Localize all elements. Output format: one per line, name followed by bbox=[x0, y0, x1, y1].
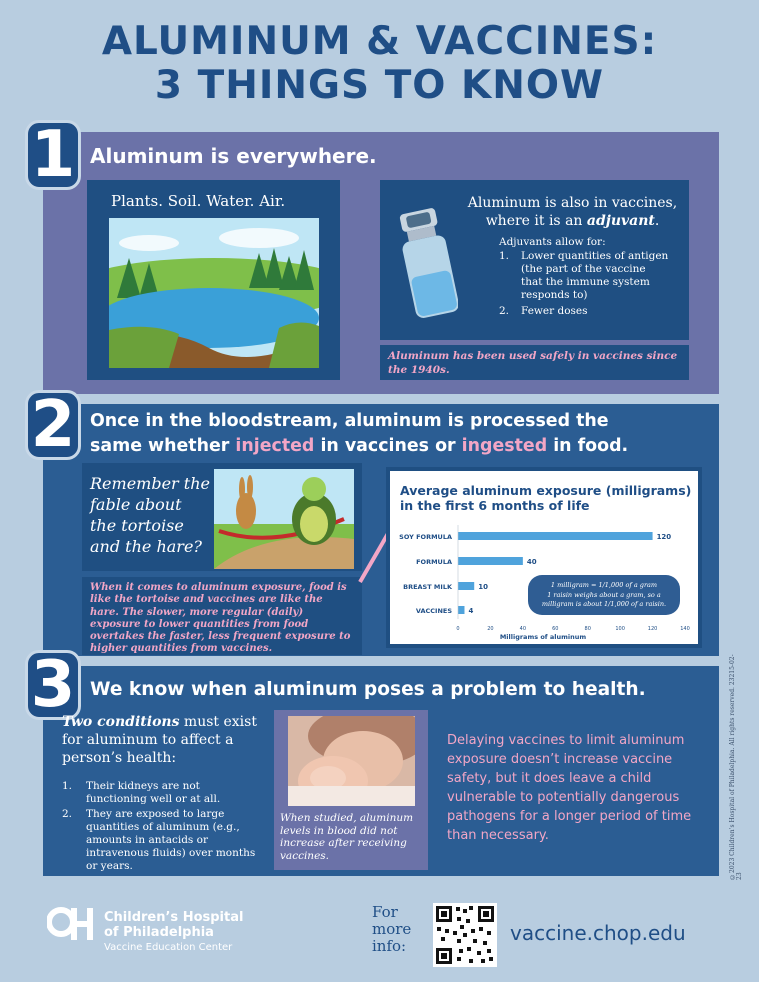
fable-question: Remember the fable about the tortoise and the hare? bbox=[90, 474, 210, 556]
chart-title-line-1: Average aluminum exposure (milligrams) bbox=[400, 483, 692, 498]
more-info-label: For more info: bbox=[372, 903, 412, 955]
tortoise-hare-illustration bbox=[214, 469, 354, 569]
mother-baby-photo bbox=[288, 716, 415, 806]
chart-category-label: VACCINES bbox=[415, 607, 452, 615]
delay-text: Delaying vaccines to limit aluminum exposure doesn’t increase vaccine safety, but it does leave a child vulnerable to potentially dangerous pathogens for a longer period of time than necessary. bbox=[447, 733, 692, 843]
landscape-illustration bbox=[109, 218, 319, 368]
qr-code[interactable] bbox=[433, 903, 497, 967]
chart-bar bbox=[458, 582, 474, 590]
chart-bar bbox=[458, 532, 653, 540]
condition-item-1: 1. Their kidneys are not functioning well or at all. bbox=[62, 780, 221, 805]
vaccine-text: Aluminum is also in vaccines, where it is an adjuvant. bbox=[467, 195, 678, 229]
chart-data-label: 4 bbox=[468, 607, 474, 615]
vaccine-box bbox=[380, 180, 689, 340]
adjuvants-intro: Adjuvants allow for: bbox=[499, 236, 606, 248]
milligram-note: 1 milligram = 1/1,000 of a gram 1 raisin weighs about a gram, so a milligram is about 1/1,000 of a raisin. bbox=[528, 575, 680, 615]
conditions-intro: Two conditions must exist for aluminum to affect a person’s health: bbox=[62, 714, 257, 766]
chart-x-tick-label: 60 bbox=[552, 626, 559, 632]
section-1-heading: Aluminum is everywhere. bbox=[90, 144, 377, 168]
chart-container bbox=[386, 467, 702, 648]
chart-data-label: 40 bbox=[526, 558, 537, 566]
chart-data-label: 10 bbox=[478, 583, 488, 591]
chop-logo-icon bbox=[47, 906, 97, 942]
chart-x-axis-label: Milligrams of aluminum bbox=[499, 633, 587, 641]
chart-bar bbox=[458, 557, 523, 565]
section-2-number: 2 bbox=[25, 390, 81, 460]
section-1-number: 1 bbox=[25, 120, 81, 190]
chart-bar bbox=[458, 606, 464, 614]
chart-title-line-2: in the first 6 months of life bbox=[400, 498, 590, 513]
chart-x-tick-label: 140 bbox=[680, 626, 690, 632]
chart-x-tick-label: 80 bbox=[584, 626, 591, 632]
chart-category-label: BREAST MILK bbox=[403, 583, 452, 591]
chart-x-tick-label: 120 bbox=[647, 626, 658, 632]
environment-caption: Plants. Soil. Water. Air. bbox=[111, 192, 286, 210]
chart-category-label: SOY FORMULA bbox=[399, 533, 452, 541]
section-3-number: 3 bbox=[25, 650, 81, 720]
chart-data-label: 120 bbox=[656, 533, 672, 541]
chart-x-tick-label: 40 bbox=[519, 626, 527, 632]
chart-x-tick-label: 20 bbox=[487, 626, 494, 632]
photo-card bbox=[274, 710, 428, 870]
adjuvant-item-2: 2. Fewer doses bbox=[499, 305, 588, 317]
fable-explanation: When it comes to aluminum exposure, food is like the tortoise and vaccines are like the hare. The slower, more regular (daily) exposure to lower quantities from food overtakes the faster, less frequent exposure to higher quantities from vaccines. bbox=[82, 577, 362, 655]
page-title: ALUMINUM & VACCINES: 3 THINGS TO KNOW bbox=[101, 19, 658, 108]
vaccine-vial-icon bbox=[398, 204, 458, 322]
chart-x-tick-label: 100 bbox=[615, 626, 625, 632]
photo-caption: When studied, aluminum levels in blood did not increase after receiving vaccines. bbox=[280, 812, 414, 862]
section-2-heading: Once in the bloodstream, aluminum is processed the same whether injected in vaccines or ingested in food. bbox=[90, 411, 629, 456]
org-name: Children’s Hospital of Philadelphia Vaccine Education Center bbox=[104, 910, 244, 953]
aluminum-exposure-chart bbox=[386, 467, 702, 648]
copyright-notice: ©2023 Children’s Hospital of Philadelphia. All rights reserved. 23215-02-23 bbox=[729, 654, 743, 880]
chart-category-label: FORMULA bbox=[416, 558, 452, 566]
condition-item-2: 2. They are exposed to large quantities of aluminum (e.g., amounts in antacids or intravenous fluids) over months or years. bbox=[62, 808, 256, 872]
environment-box bbox=[87, 180, 340, 380]
section-3-heading: We know when aluminum poses a problem to health. bbox=[90, 679, 646, 700]
website-link[interactable]: vaccine.chop.edu bbox=[510, 921, 686, 945]
fable-box bbox=[82, 463, 362, 571]
safety-note: Aluminum has been used safely in vaccines since the 1940s. bbox=[380, 345, 689, 380]
adjuvant-item-1: 1. Lower quantities of antigen (the part of the vaccine that the immune system responds to) bbox=[499, 250, 669, 301]
chart-x-tick-label: 0 bbox=[456, 626, 460, 632]
